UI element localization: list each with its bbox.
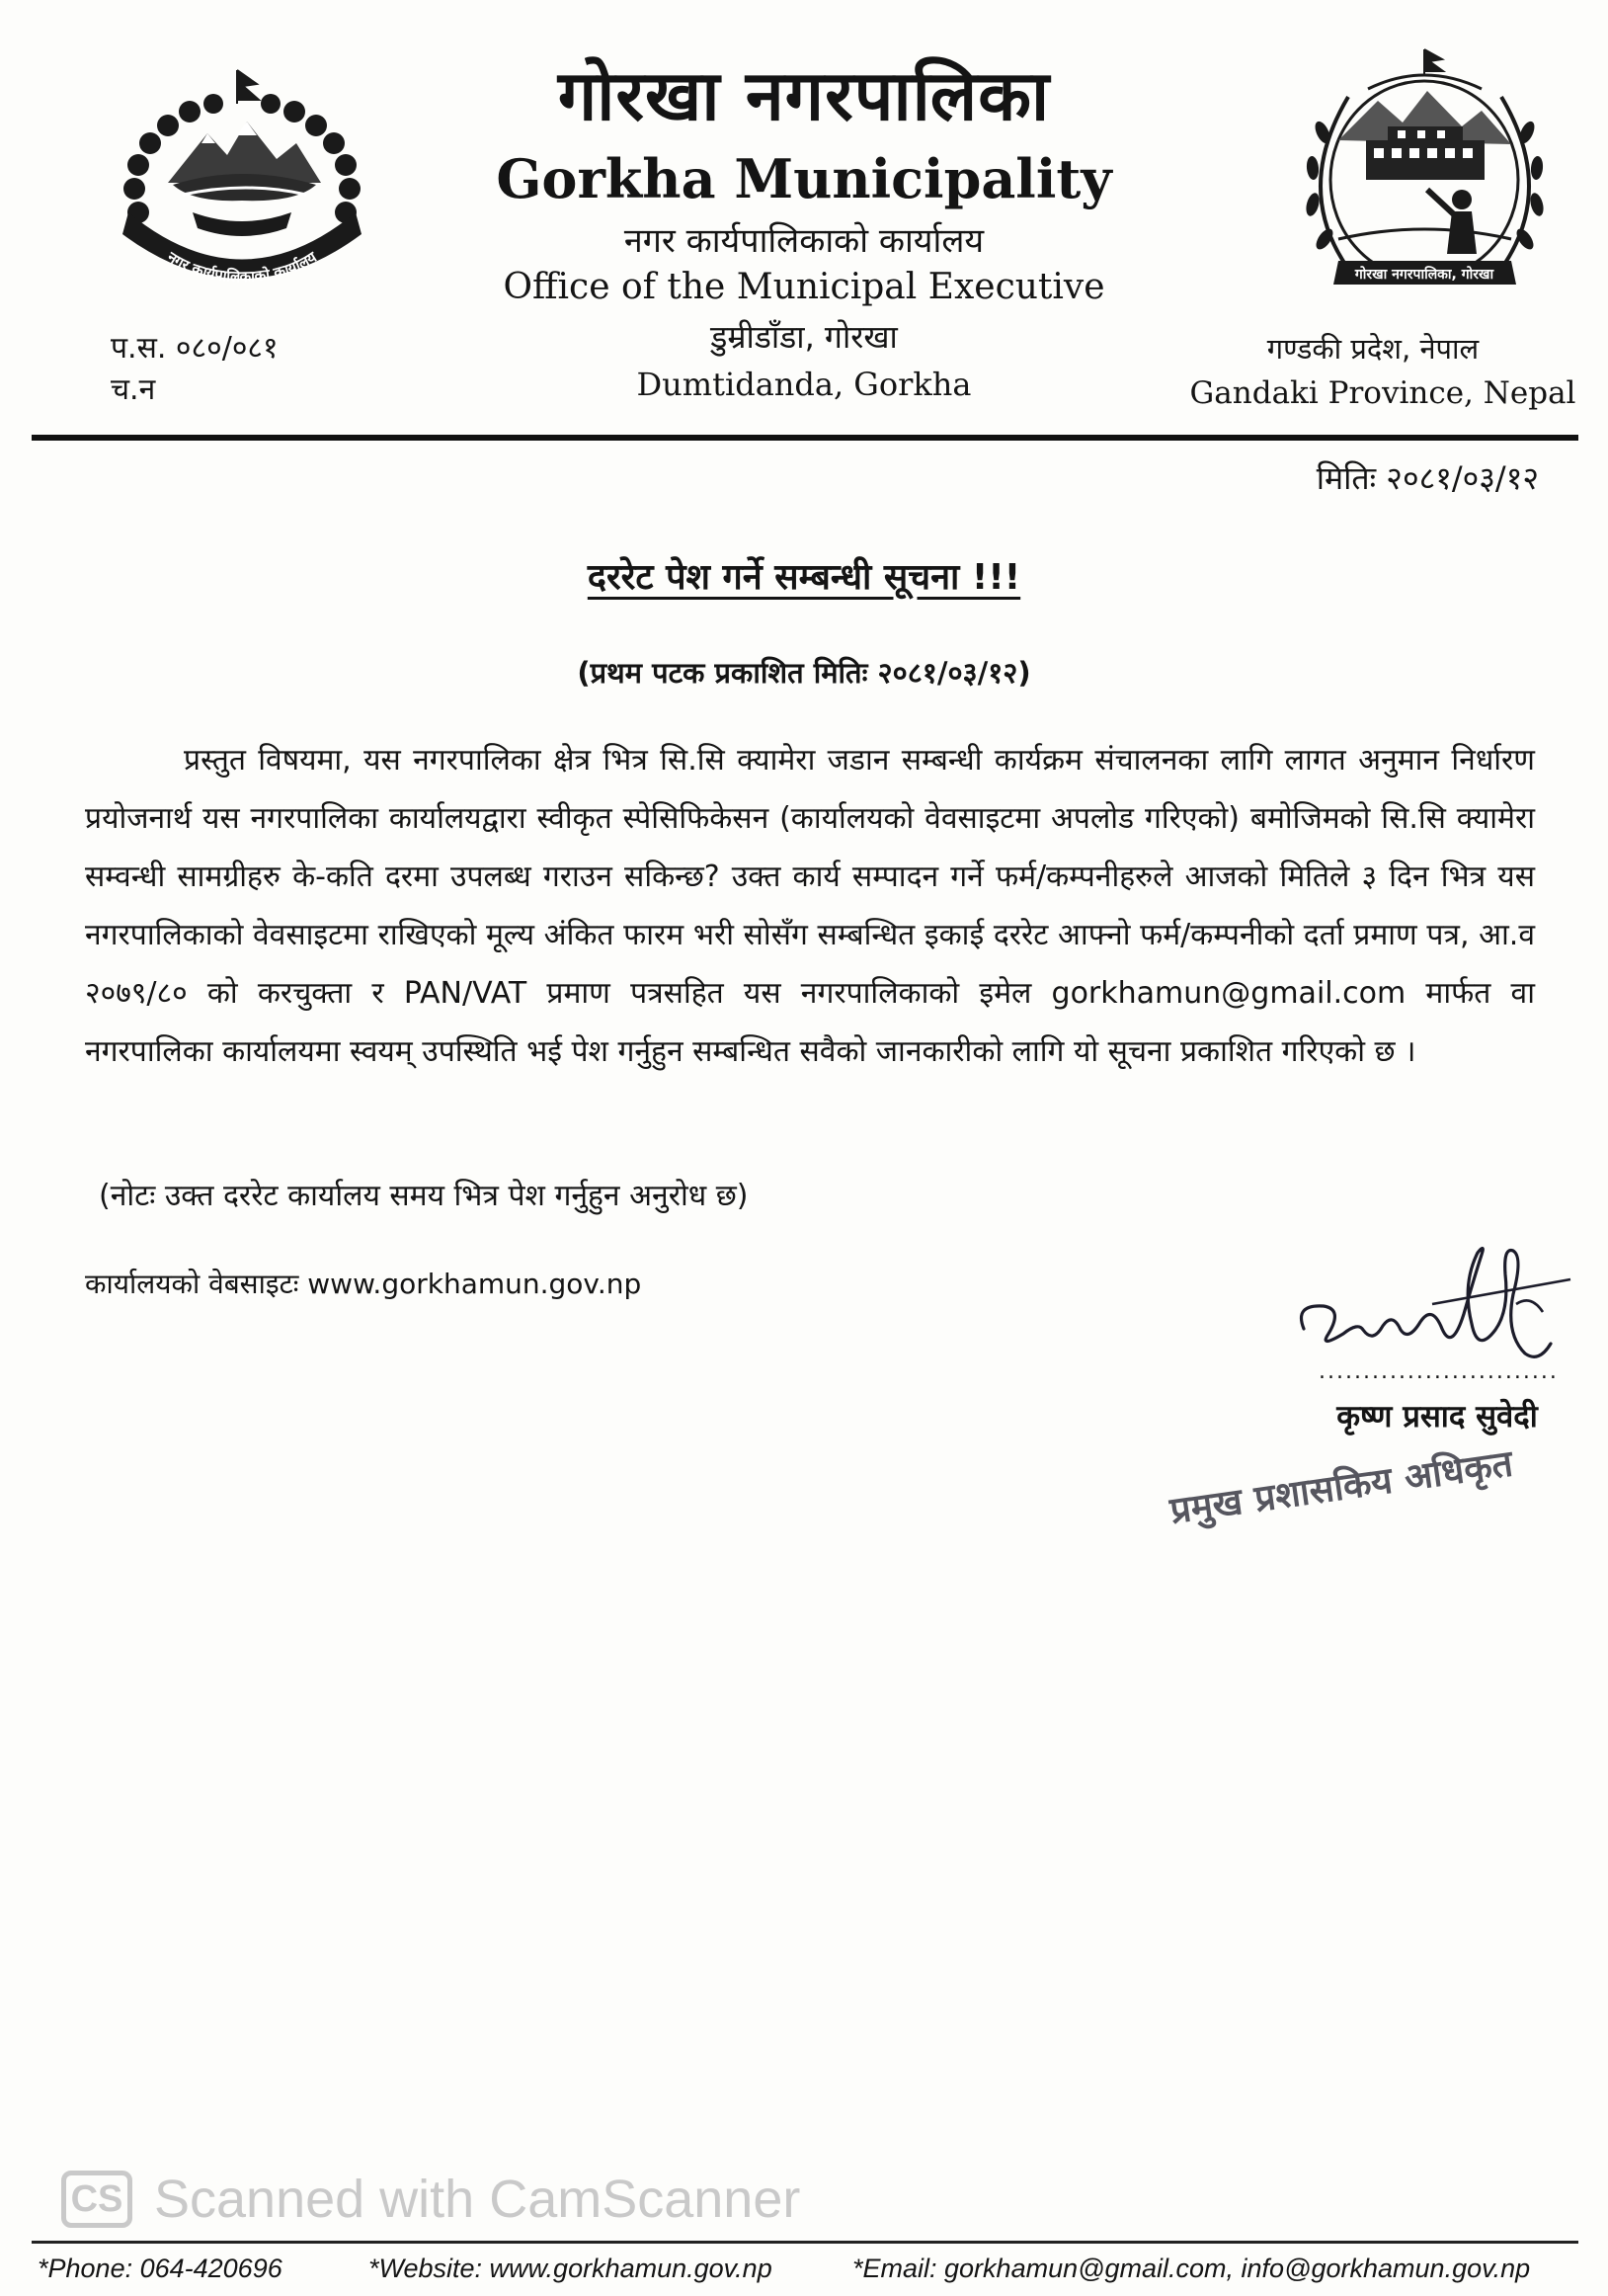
municipality-name-np: गोरखा नगरपालिका — [557, 55, 1051, 136]
camscanner-text: Scanned with CamScanner — [154, 2170, 801, 2229]
notice-subject: दररेट पेश गर्ने सम्बन्धी सूचना !!! — [587, 557, 1021, 598]
reference-number: प.स. ०८०/०८१ — [111, 331, 279, 366]
province-en: Gandaki Province, Nepal — [1189, 375, 1576, 411]
office-website-line: कार्यालयको वेबसाइटः www.gorkhamun.gov.np — [85, 1268, 642, 1300]
notice-note: (नोटः उक्त दररेट कार्यालय समय भित्र पेश गर्नुहुन अनुरोध छ) — [99, 1179, 749, 1213]
footer-email: *Email: gorkhamun@gmail.com, info@gorkhamun.gov.np — [852, 2254, 1531, 2283]
office-name-en: Office of the Municipal Executive — [503, 267, 1105, 307]
seal-banner-text: गोरखा नगरपालिका, गोरखा — [1354, 267, 1494, 283]
signature-line: ........................... — [1319, 1359, 1559, 1384]
municipality-name-en: Gorkha Municipality — [496, 147, 1112, 210]
notice-date: मितिः २०८१/०३/१२ — [1316, 459, 1539, 497]
first-published-date: (प्रथम पटक प्रकाशित मितिः २०८१/०३/१२) — [577, 656, 1031, 690]
footer-contact — [38, 2249, 1578, 2288]
footer-website: *Website: www.gorkhamun.gov.np — [368, 2254, 772, 2283]
notice-body: प्रस्तुत विषयमा, यस नगरपालिका क्षेत्र भित्र सि.सि क्यामेरा जडान सम्बन्धी कार्यक्रम संचालनका लागि लागत अनुमान निर्धारण प्रयोजनार्थ यस नगरपालिका कार्यालयद्वारा स्वीकृत स्पेसिफिकेसन (कार्यालयको वेवसाइटमा अपलोड गरिएको) बमोजिमको सि.सि क्यामेरा सम्वन्धी सामग्रीहरु के-कति दरमा उपलब्ध गराउन सकिन्छ? उक्त कार्य सम्पादन गर्ने फर्म/कम्पनीहरुले आजको मितिले ३ दिन भित्र यस नगरपालिकाको वेवसाइटमा राखिएको मूल्य अंकित फारम भरी सोसँग सम्बन्धित इकाई दररेट आफ्नो फर्म/कम्पनीको दर्ता प्रमाण पत्र, आ.व २०७९/८० को करचुक्ता र PAN/VAT प्रमाण पत्रसहित यस नगरपालिकाको इमेल gorkhamun@gmail.com मार्फत वा नगरपालिका कार्यालयमा स्वयम् उपस्थिति भई पेश गर्नुहुन सम्बन्धित सवैको जानकारीको लागि यो सूचना प्रकाशित गरिएको छ । — [85, 743, 1535, 1069]
dispatch-number: च.न — [111, 372, 156, 407]
header-divider — [32, 435, 1578, 441]
office-name-np: नगर कार्यपालिकाको कार्यालय — [623, 221, 985, 261]
address-np: डुम्रीडाँडा, गोरखा — [710, 318, 898, 356]
footer-phone: *Phone: 064-420696 — [38, 2254, 282, 2283]
province-np: गण्डकी प्रदेश, नेपाल — [1266, 332, 1480, 366]
svg-text:नगर कार्यपालिकाको कार्यालय: नगर कार्यपालिकाको कार्यालय — [164, 248, 320, 287]
camscanner-logo-icon: CS — [61, 2171, 132, 2228]
footer-divider — [32, 2241, 1578, 2244]
camscanner-watermark — [61, 2170, 800, 2229]
address-en: Dumtidanda, Gorkha — [636, 366, 972, 403]
signer-name: कृष्ण प्रसाद सुवेदी — [1336, 1399, 1538, 1435]
signer-designation-stamp: प्रमुख प्रशासकिय अधिकृत — [1166, 1441, 1516, 1532]
